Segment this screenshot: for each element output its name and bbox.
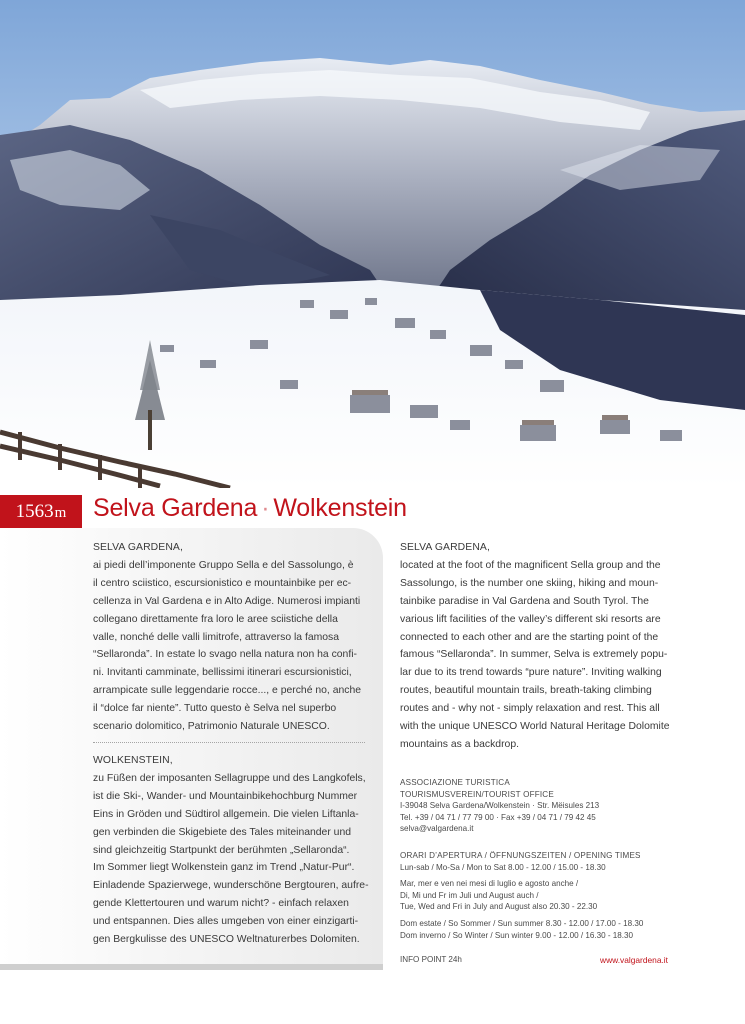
text-line: “Sellaronda”. In estate lo svago nella natura non ha confi- <box>93 649 357 661</box>
elevation-value: 1563 <box>15 500 54 522</box>
contact-email[interactable]: selva@valgardena.it <box>400 824 474 834</box>
title-italian: Selva Gardena <box>93 494 258 522</box>
text-line: ist die Ski-, Wander- und Mountainbikehochburg Nummer <box>93 790 358 802</box>
text-line: gen Bergkulisse des UNESCO Weltnaturerbes Dolomiten. <box>93 934 360 946</box>
text-line: gende Klettertouren und warum nicht? - einfach relaxen <box>93 898 349 910</box>
text-line: cellenza in Val Gardena e in Alto Adige. Numerosi impianti <box>93 595 361 607</box>
contact-block <box>400 777 700 835</box>
text-line: routes and - why not - simply relaxation and rest. This all <box>400 703 660 715</box>
opening-hours-heading: ORARI D’APERTURA / ÖFFNUNGSZEITEN / OPENING TIMES <box>400 851 641 860</box>
contact-org-german-english: TOURISMUSVEREIN/TOURIST OFFICE <box>400 789 554 799</box>
section-divider <box>93 742 365 743</box>
text-line: il “dolce far niente”. Tutto questo è Selva nel superbo <box>93 703 337 715</box>
text-line: Eins in Gröden und Südtirol allgemein. Die vielen Liftanla- <box>93 808 359 820</box>
text-line: Sassolungo, is the number one skiing, hiking and moun- <box>400 577 659 589</box>
hours-summer-line: Mar, mer e ven nei mesi di luglio e agosto anche / <box>400 879 579 889</box>
german-heading: WOLKENSTEIN, <box>93 755 173 766</box>
text-line: lar due to its trend towards “pure nature”. Inviting walking <box>400 667 662 679</box>
contact-phone-fax: Tel. +39 / 04 71 / 77 79 00 · Fax +39 / 04 71 / 79 42 45 <box>400 812 596 822</box>
text-line: und entspannen. Dies alles umgeben von einer einzigarti- <box>93 916 359 928</box>
title-separator: · <box>261 494 270 522</box>
german-text-block <box>93 752 371 949</box>
website-link[interactable]: www.valgardena.it <box>600 955 668 965</box>
text-line: routes, beautiful mountain trails, breath-taking climbing <box>400 685 652 697</box>
text-line: collegano direttamente fra loro le aree sciistiche della <box>93 613 338 625</box>
italian-text-block <box>93 539 371 736</box>
info-point-label: INFO POINT 24h <box>400 955 462 964</box>
text-line: il centro sciistico, escursionistico e mountainbike per ec- <box>93 577 352 589</box>
hours-summer-line: Di, Mi und Fr im Juli und August auch / <box>400 890 539 900</box>
text-line: famous “Sellaronda”. In summer, Selva is extremely popu- <box>400 649 668 661</box>
text-line: tainbike paradise in Val Gardena and South Tyrol. The <box>400 595 649 607</box>
page-title <box>93 494 407 523</box>
title-german: Wolkenstein <box>273 494 407 522</box>
text-line: various lift facilities of the valley’s different ski resorts are <box>400 613 661 625</box>
text-line: Im Sommer liegt Wolkenstein ganz im Trend „Natur-Pur“. <box>93 862 355 874</box>
opening-hours-block <box>400 850 720 941</box>
header-photo-selva-gardena <box>0 0 745 488</box>
contact-org-italian: ASSOCIAZIONE TURISTICA <box>400 778 510 787</box>
text-line: with the unique UNESCO World Natural Heritage Dolomite <box>400 721 670 733</box>
hours-sunday-winter: Dom inverno / So Winter / Sun winter 9.00 - 12.00 / 16.30 - 18.30 <box>400 930 634 940</box>
text-line: mountains as a backdrop. <box>400 738 519 750</box>
text-line: located at the foot of the magnificent Sella group and the <box>400 559 661 571</box>
text-line: sind gleichzeitig Startpunkt der berühmten „Sellaronda“. <box>93 844 350 856</box>
hours-weekday: Lun-sab / Mo-Sa / Mon to Sat 8.00 - 12.00 / 15.00 - 18.30 <box>400 862 606 872</box>
english-text-block <box>400 539 680 754</box>
hours-sunday-summer: Dom estate / So Sommer / Sun summer 8.30 - 12.00 / 17.00 - 18.30 <box>400 918 644 928</box>
hours-summer-line: Tue, Wed and Fri in July and August also 20.30 - 22.30 <box>400 902 598 912</box>
text-line: ni. Invitanti camminate, bellissimi itinerari escursionistici, <box>93 667 352 679</box>
text-line: arrampicate sulle leggendarie rocce..., e perché no, anche <box>93 685 362 697</box>
text-line: gen verbinden die Skigebiete des Tales miteinander und <box>93 826 352 838</box>
italian-heading: SELVA GARDENA, <box>93 542 183 553</box>
english-heading: SELVA GARDENA, <box>400 542 490 553</box>
text-line: ai piedi dell’imponente Gruppo Sella e del Sassolungo, è <box>93 559 354 571</box>
text-line: valle, nonché delle valli limitrofe, attraverso la famosa <box>93 631 340 643</box>
elevation-badge <box>0 495 82 528</box>
text-line: scenario dolomitico, Patrimonio Naturale UNESCO. <box>93 721 330 733</box>
panel-bottom-bar <box>0 964 383 970</box>
contact-address: I-39048 Selva Gardena/Wolkenstein · Str. Mëisules 213 <box>400 801 600 811</box>
elevation-unit: m <box>54 504 67 521</box>
text-line: Einladende Spazierwege, wunderschöne Bergtouren, aufre- <box>93 880 369 892</box>
text-line: connected to each other and are the starting point of the <box>400 631 659 643</box>
text-line: zu Füßen der imposanten Sellagruppe und des Langkofels, <box>93 772 366 784</box>
